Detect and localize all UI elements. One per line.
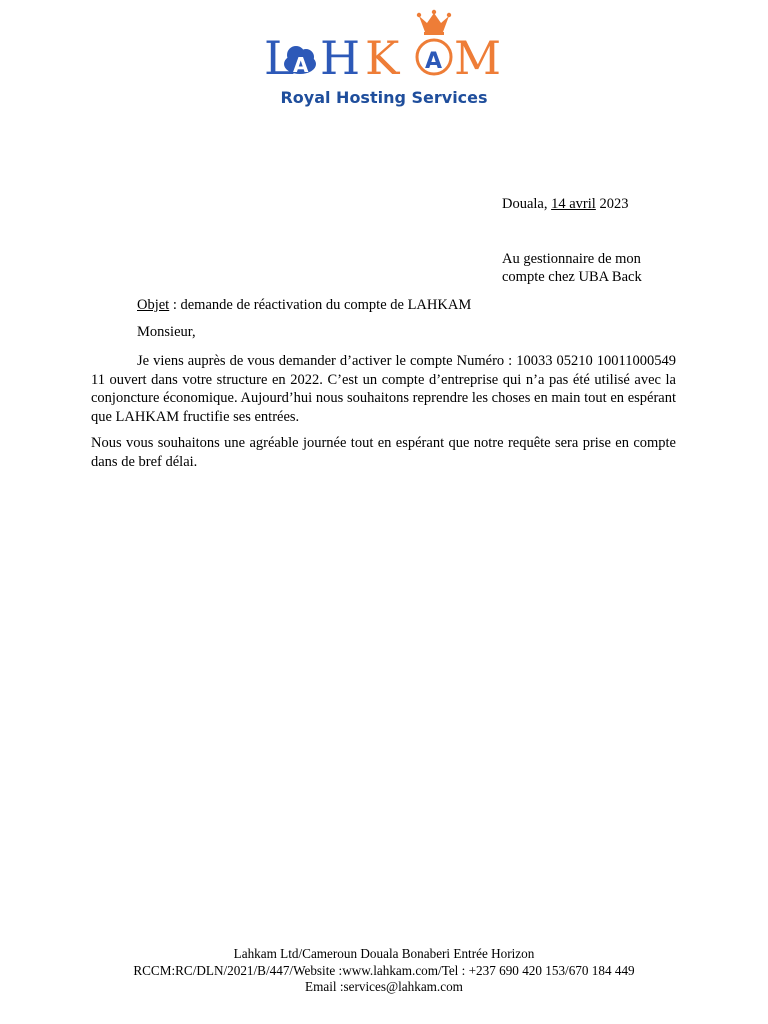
addressee-line: compte chez UBA Back	[502, 269, 642, 285]
subject-label: Objet	[137, 297, 170, 313]
svg-text:A: A	[425, 49, 443, 74]
svg-text:K: K	[365, 31, 400, 84]
date-prefix: Douala,	[502, 196, 552, 212]
addressee-line: Au gestionnaire de mon	[502, 251, 641, 267]
body-paragraph-2: Nous vous souhaitons une agréable journée tout en espérant que notre requête sera prise en compte dans de bref délai.	[91, 435, 676, 470]
svg-text:M: M	[454, 31, 502, 84]
footer-address: Lahkam Ltd/Cameroun Douala Bonaberi Entrée Horizon	[233, 946, 535, 961]
lahkam-logo	[262, 8, 522, 84]
body-paragraph-1: Je viens auprès de vous demander d’activer le compte Numéro : 10033 05210 10011000549 11 ouvert dans votre structure en 2022. C’est un compte d’entreprise qui n’a pas été utilisé avec la conjoncture économique. Aujourd’hui nous souhaitons reprendre les choses en main tout en espérant que LAHKAM fructifie ses entrées.	[91, 353, 676, 425]
subject-line	[137, 297, 471, 314]
date-day-month: 14 avril	[551, 196, 596, 212]
salutation: Monsieur,	[137, 324, 196, 340]
footer-email: Email :services@lahkam.com	[305, 979, 463, 995]
svg-text:H: H	[320, 31, 361, 84]
company-tagline: Royal Hosting Services	[280, 88, 488, 107]
addressee-block	[502, 250, 702, 286]
letter-footer	[0, 946, 768, 996]
footer-registration: RCCM:RC/DLN/2021/B/447/Website :www.lahkam.com/Tel : +237 690 420 153/670 184 449	[133, 962, 635, 978]
logo-graphic	[262, 8, 522, 84]
svg-text:L: L	[264, 31, 295, 84]
subject-text: : demande de réactivation du compte de LAHKAM	[169, 297, 472, 313]
svg-text:A: A	[293, 53, 309, 77]
letter-date	[502, 196, 628, 213]
crown-icon	[417, 10, 451, 35]
date-year: 2023	[595, 196, 629, 212]
